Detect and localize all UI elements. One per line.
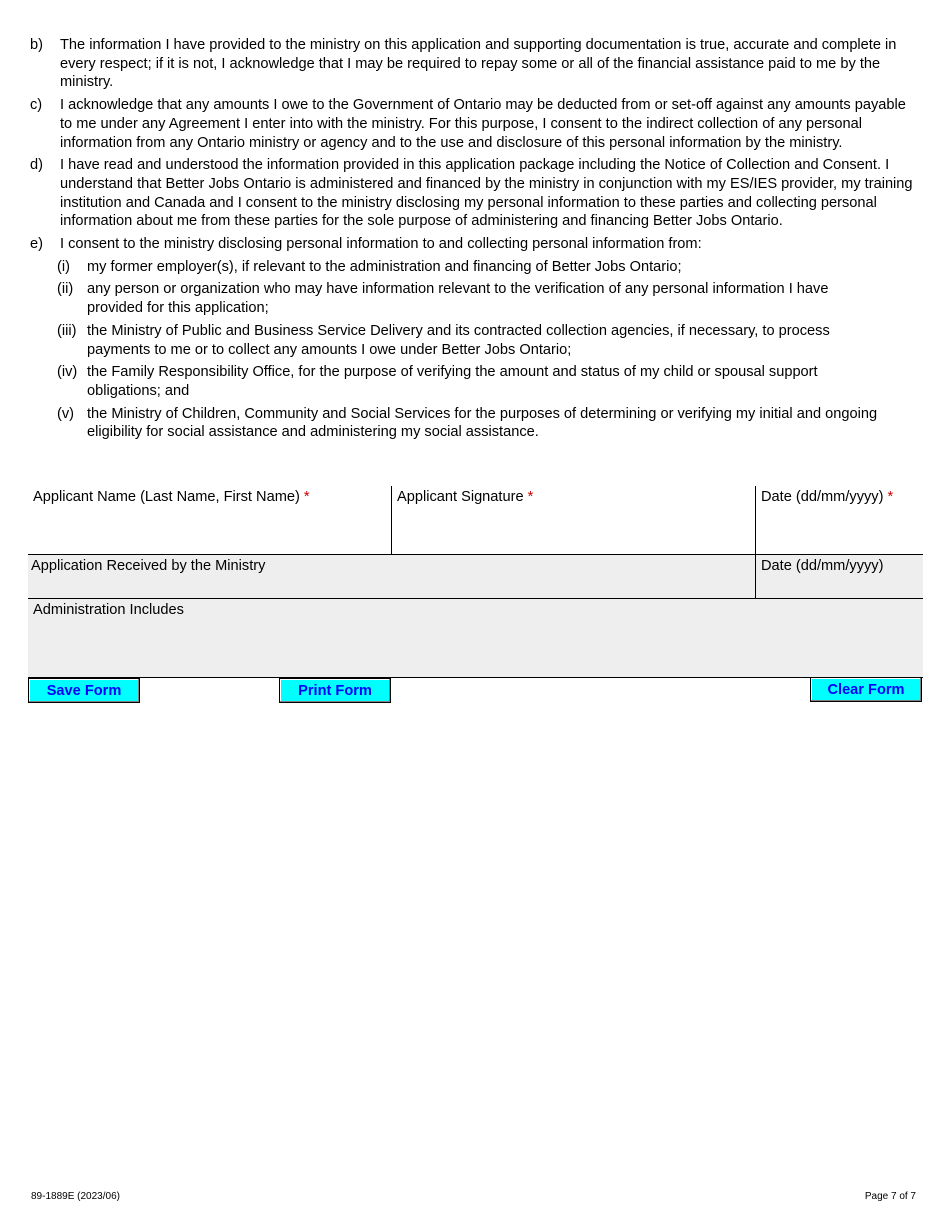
subitem-text: my former employer(s), if relevant to the administration and financing of Better Jobs Ontario;	[87, 258, 682, 275]
clause-letter: b)	[30, 37, 43, 53]
clause-text: The information I have provided to the ministry on this application and supporting documentation is true, accurate and complete in every respect; if it is not, I acknowledge that I may be required to repay some or all of the financial assistance paid to me by the ministry.	[60, 37, 897, 91]
clear-form-button[interactable]: Clear Form	[810, 677, 922, 702]
subitem-numeral: (v)	[57, 405, 75, 422]
subitem-text: the Ministry of Public and Business Service Delivery and its contracted collection agencies, if necessary, to process payments to me or to collect any amounts I owe under Better Jobs Ontario;	[87, 322, 830, 358]
subitem-numeral: (i)	[57, 258, 70, 275]
ministry-received-row	[28, 555, 923, 599]
applicant-name-label: Applicant Name (Last Name, First Name) *	[33, 489, 310, 505]
clause-text: I acknowledge that any amounts I owe to the Government of Ontario may be deducted from or set-off against any amounts payable to me under any Agreement I enter into with the ministry. For this purpose, I consent to the indirect collection of any personal information from any Ontario ministry or agency and to the use and disclosure of this personal information by the ministry.	[60, 97, 906, 151]
applicant-signature-field[interactable]	[391, 486, 755, 554]
applicant-signature-label: Applicant Signature *	[397, 489, 534, 505]
applicant-name-field[interactable]	[28, 486, 391, 554]
applicant-row	[28, 486, 923, 555]
clause-d	[30, 156, 915, 231]
save-form-button[interactable]: Save Form	[28, 678, 140, 703]
received-date-label: Date (dd/mm/yyyy)	[761, 558, 884, 574]
applicant-date-label: Date (dd/mm/yyyy) *	[761, 489, 894, 505]
subitem-i	[57, 258, 915, 277]
subitem-iv	[57, 363, 915, 400]
subitem-ii	[57, 280, 915, 317]
application-received-label: Application Received by the Ministry	[31, 558, 266, 574]
clause-b	[30, 36, 915, 92]
signature-table	[28, 486, 923, 678]
administration-includes-field[interactable]	[28, 599, 923, 677]
required-marker: *	[887, 489, 894, 505]
form-number: 89-1889E (2023/06)	[31, 1191, 120, 1202]
clause-text: I consent to the ministry disclosing personal information to and collecting personal information from:	[60, 236, 702, 253]
clause-letter: e)	[30, 236, 43, 253]
subitem-text: any person or organization who may have information relevant to the verification of any personal information I have provided for this application;	[87, 281, 829, 317]
consent-clauses	[30, 36, 915, 446]
clause-letter: d)	[30, 157, 43, 174]
application-received-field[interactable]	[28, 555, 755, 598]
applicant-date-field[interactable]	[755, 486, 923, 554]
clause-text: I have read and understood the information provided in this application package including the Notice of Collection and Consent. I understand that Better Jobs Ontario is administered and financed by the ministry in conjunction with my ES/IES provider, my training institution and Canada and I consent to the ministry disclosing my personal information to these parties and collecting personal information about me from these parties for the sole purpose of administering and financing Better Jobs Ontario.	[60, 157, 913, 230]
administration-row	[28, 599, 923, 678]
required-marker: *	[527, 489, 534, 505]
subitem-numeral: (iv)	[57, 364, 78, 381]
subitem-text: the Family Responsibility Office, for the purpose of verifying the amount and status of my child or spousal support obligations; and	[87, 364, 818, 399]
page-number: Page 7 of 7	[864, 1191, 916, 1202]
subitem-numeral: (iii)	[57, 322, 77, 339]
subitem-text: the Ministry of Children, Community and Social Services for the purposes of determining or verifying my initial and ongoing eligibility for social assistance and administering my social assistance.	[87, 405, 878, 441]
clause-c	[30, 96, 915, 152]
clause-letter: c)	[30, 97, 43, 114]
subitem-iii	[57, 322, 915, 359]
required-marker: *	[303, 489, 310, 505]
subitem-v	[57, 405, 915, 442]
received-date-field[interactable]	[755, 555, 923, 598]
print-form-button[interactable]: Print Form	[279, 678, 391, 703]
clause-e	[30, 235, 915, 254]
clause-e-subitems	[57, 258, 915, 442]
subitem-numeral: (ii)	[57, 281, 74, 298]
administration-includes-label: Administration Includes	[33, 602, 184, 618]
